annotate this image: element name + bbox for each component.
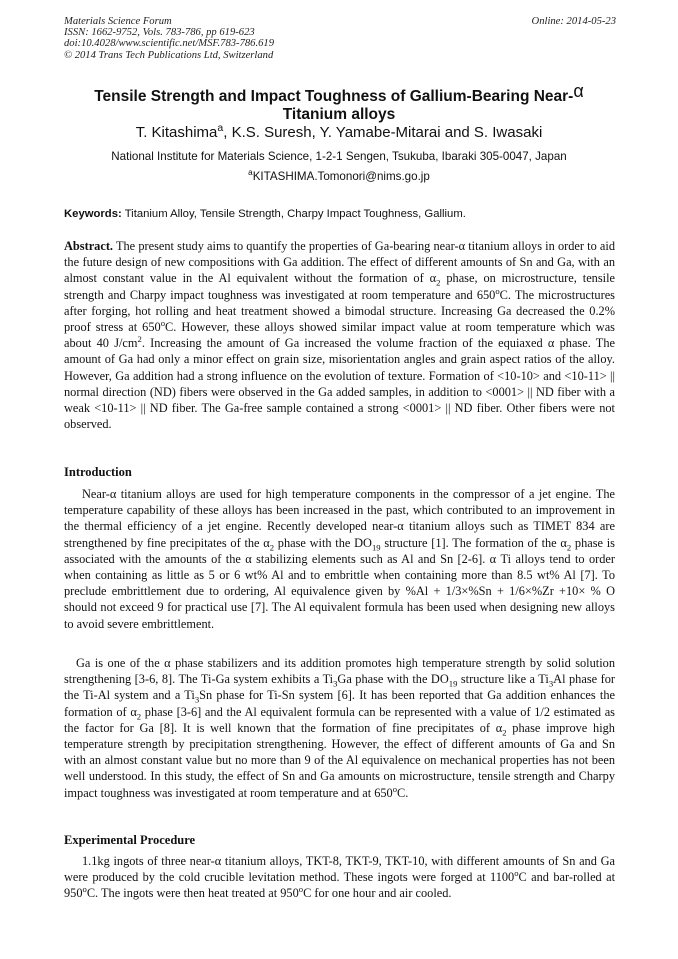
- copyright-line: © 2014 Trans Tech Publications Ltd, Switzerland: [64, 49, 274, 61]
- exp1-text-3: C. The ingots were then heat treated at 950: [86, 886, 299, 901]
- title-line-1: Tensile Strength and Impact Toughness of Gallium-Bearing Near-: [94, 88, 574, 105]
- intro2-text-4: Al phase for the Ti-Al system and a Ti: [64, 672, 615, 703]
- introduction-paragraph-1: [64, 486, 615, 632]
- intro1-sub-2: 19: [371, 542, 381, 553]
- intro2-text-5: Sn phase for Ti-Sn system [6]. It has been reported that Ga addition enhances the formation of α: [64, 688, 615, 719]
- affiliation: National Institute for Materials Science, 1-2-1 Sengen, Tsukuba, Ibaraki 305-0047, Japan: [111, 150, 567, 163]
- abstract-sup-4: 2: [137, 334, 142, 345]
- intro2-sub-1: 3: [333, 678, 338, 689]
- intro1-text-3: structure [1]. The formation of the α: [380, 535, 567, 550]
- doi-line[interactable]: doi:10.4028/www.scientific.net/MSF.783-786.619: [64, 38, 274, 50]
- author-1: T. Kitashima: [135, 124, 218, 141]
- email-sup: a: [248, 168, 253, 178]
- intro2-sub-5: 2: [136, 711, 142, 722]
- abstract-sup-3: o: [160, 317, 166, 328]
- intro2-text-2: Ga phase with the DO: [337, 672, 449, 687]
- exp1-text-1: 1.1kg ingots of three near-α titanium alloys, TKT-8, TKT-9, TKT-10, with different amounts of Sn and Ga were produced by the cold crucible levitation method. These ingots were forged at 1100: [64, 854, 615, 885]
- abstract: [64, 238, 615, 432]
- abstract-sup-2: o: [495, 285, 500, 296]
- experimental-paragraph-1: [64, 853, 615, 902]
- abstract-sub-1: 2: [436, 277, 441, 288]
- intro1-text-2: phase with the DO: [274, 535, 372, 550]
- intro2-sub-6: 2: [502, 727, 507, 738]
- exp1-text-4: C for one hour and air cooled.: [303, 886, 452, 901]
- intro1-text-4: phase is associated with the amounts of the α stabilizing elements such as Al and Sn [2-6]. α Ti alloys tend to order when containing as little as 5 or 6 wt% Al and to embrittle when containing more than 8.5 wt% Al [7]. To preclude embrittlement due to ordering, Al equivalence given by %Al + 1/3×%Sn + 1/6×%Zr +10× % O should not exceed 9 for practical use [7]. The Al equivalent formula has been used when designing new alloys to avoid severe embrittlement.: [64, 535, 615, 631]
- abstract-label: Abstract.: [64, 239, 114, 253]
- journal-name: Materials Science Forum: [64, 16, 172, 27]
- issn-line: ISSN: 1662-9752, Vols. 783-786, pp 619-623: [64, 27, 255, 39]
- introduction-paragraph-2: [64, 655, 615, 801]
- author-list: [40, 124, 638, 142]
- author-1-sup: a: [217, 122, 224, 134]
- exp1-sup-1: o: [514, 868, 519, 879]
- experimental-heading: Experimental Procedure: [64, 833, 196, 847]
- abstract-text-4: C. However, these alloys showed similar impact value at room temperature which was about 40 J/cm: [64, 320, 615, 351]
- intro1-text-1: Near-α titanium alloys are used for high temperature components in the compressor of a jet engine. The temperature capability of these alloys has been increased in the past, which contributed to an improvement in the thermal efficiency of a jet engine. Recently developed near-α titanium alloys such as TIMET 834 are strengthened by fine precipitates of the α: [64, 487, 615, 550]
- intro2-text-8: C.: [397, 785, 409, 800]
- intro1-sub-1: 2: [269, 542, 275, 553]
- intro2-sub-2: 19: [448, 678, 458, 689]
- keywords-text: Titanium Alloy, Tensile Strength, Charpy Impact Toughness, Gallium.: [121, 208, 466, 220]
- intro2-text-3: structure like a Ti: [457, 672, 549, 687]
- author-rest: , K.S. Suresh, Y. Yamabe-Mitarai and S. Iwasaki: [223, 124, 543, 141]
- intro2-sub-3: 3: [548, 678, 554, 689]
- title-alpha: α: [573, 81, 584, 101]
- abstract-text-5: . Increasing the amount of Ga increased the volume fraction of the equiaxed α phase. The amount of Ga had only a minor effect on grain size, misorientation angles and grain aspect ratios of the alloy. However, Ga addition had a strong influence on the evolution of texture. Formation of <10-10> and <10-11> || normal direction (ND) fibers were observed in the Ga added samples, in addition to <0001> || ND fiber with a weak <10-11> || ND fiber. The Ga-free sample contained a strong <0001> || ND fiber. Other fibers were not observed.: [64, 336, 615, 432]
- exp1-sup-3: o: [298, 884, 304, 895]
- introduction-heading: Introduction: [64, 465, 132, 479]
- abstract-text-1: The present study aims to quantify the properties of Ga-bearing near-α titanium alloys in order to aid the future design of new compositions with Ga addition. The effect of different amounts of Sn and Ga, with an almost constant value in the Al equivalent without the formation of α: [64, 239, 615, 286]
- abstract-text-2: phase, on microstructure, tensile strength and Charpy impact toughness was investigated at room temperature and 650: [64, 271, 615, 302]
- intro1-sub-3: 2: [566, 542, 572, 553]
- email-link[interactable]: KITASHIMA.Tomonori@nims.go.jp: [252, 170, 430, 183]
- email-line: [40, 170, 638, 184]
- title-line-2: Titanium alloys: [282, 106, 396, 123]
- paper-title: [40, 82, 638, 124]
- online-date: Online: 2014-05-23: [531, 16, 616, 27]
- abstract-text-3: C. The microstructures after forging, hot rolling and heat treatment showed a bimodal structure. Increasing Ga decreased the 0.2% proof stress at 650: [64, 287, 615, 335]
- intro2-text-1: Ga is one of the α phase stabilizers and its addition promotes high temperature strength by solid solution strengthening [3-6, 8]. The Ti-Ga system exhibits a Ti: [64, 656, 615, 687]
- intro2-text-6: phase [3-6] and the Al equivalent formula can be represented with a value of 1/2 estimated as the factor for Ga [8]. It is well known that the formation of fine precipitates of α: [64, 704, 615, 735]
- journal-header: [64, 16, 616, 61]
- exp1-text-2: C and bar-rolled at 950: [64, 870, 615, 901]
- keywords: [64, 207, 624, 221]
- intro2-text-7: phase improve high temperature strength by precipitation strengthening. However, the effect of different amounts of Ga and Sn with an almost constant value but no more than 9 of the Al equivalence on mechanical properties has not been well understood. In this study, the effect of Sn and Ga amounts on microstructure, tensile strength and Charpy impact toughness was investigated at room temperature and at 650: [64, 720, 615, 800]
- keywords-label: Keywords:: [64, 208, 122, 220]
- intro2-sup-7: o: [392, 783, 398, 794]
- intro2-sub-4: 3: [194, 694, 200, 705]
- exp1-sup-2: o: [82, 884, 87, 895]
